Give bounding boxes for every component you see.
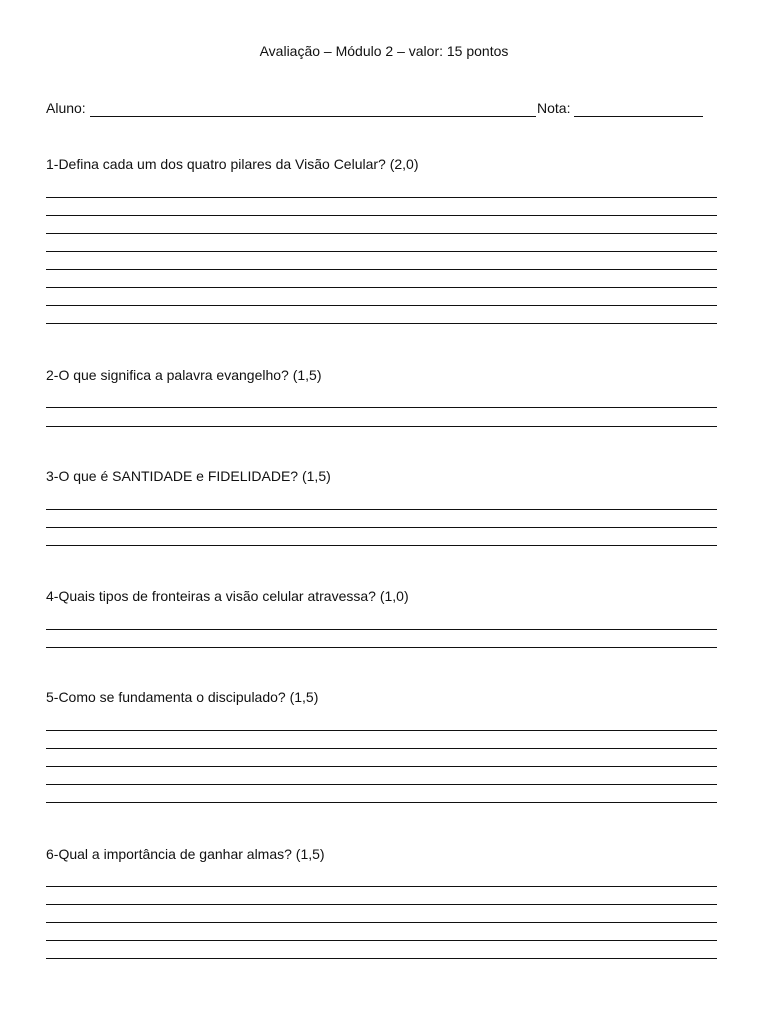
answer-line[interactable] [46,886,717,887]
student-info-row [46,100,718,120]
answer-line[interactable] [46,527,717,528]
question-3 [46,467,718,485]
answer-line[interactable] [46,287,717,288]
grade-label: Nota: [537,100,571,116]
question-6 [46,845,718,863]
student-name-line[interactable] [90,116,536,117]
answer-line[interactable] [46,784,717,785]
answer-line[interactable] [46,940,717,941]
answer-line[interactable] [46,407,717,408]
question-1 [46,155,718,173]
answer-line[interactable] [46,233,717,234]
page-title: Avaliação – Módulo 2 – valor: 15 pontos [259,43,509,59]
answer-line[interactable] [46,426,717,427]
grade-line[interactable] [574,116,703,117]
question-4 [46,587,718,605]
answer-line[interactable] [46,629,717,630]
question-2 [46,366,718,384]
question-text: 3-O que é SANTIDADE e FIDELIDADE? (1,5) [46,468,331,484]
answer-line[interactable] [46,748,717,749]
student-name-label: Aluno: [46,100,86,116]
question-text: 4-Quais tipos de fronteiras a visão celular atravessa? (1,0) [46,588,409,604]
answer-line[interactable] [46,215,717,216]
answer-line[interactable] [46,251,717,252]
answer-line[interactable] [46,958,717,959]
question-text: 6-Qual a importância de ganhar almas? (1,5) [46,846,325,862]
question-text: 1-Defina cada um dos quatro pilares da Visão Celular? (2,0) [46,156,419,172]
answer-line[interactable] [46,730,717,731]
question-5 [46,688,718,706]
answer-line[interactable] [46,269,717,270]
answer-line[interactable] [46,545,717,546]
question-text: 5-Como se fundamenta o discipulado? (1,5) [46,689,319,705]
question-text: 2-O que significa a palavra evangelho? (1,5) [46,367,322,383]
answer-line[interactable] [46,323,717,324]
answer-line[interactable] [46,766,717,767]
answer-line[interactable] [46,509,717,510]
answer-line[interactable] [46,802,717,803]
answer-line[interactable] [46,305,717,306]
answer-line[interactable] [46,197,717,198]
answer-line[interactable] [46,922,717,923]
answer-line[interactable] [46,647,717,648]
answer-line[interactable] [46,904,717,905]
